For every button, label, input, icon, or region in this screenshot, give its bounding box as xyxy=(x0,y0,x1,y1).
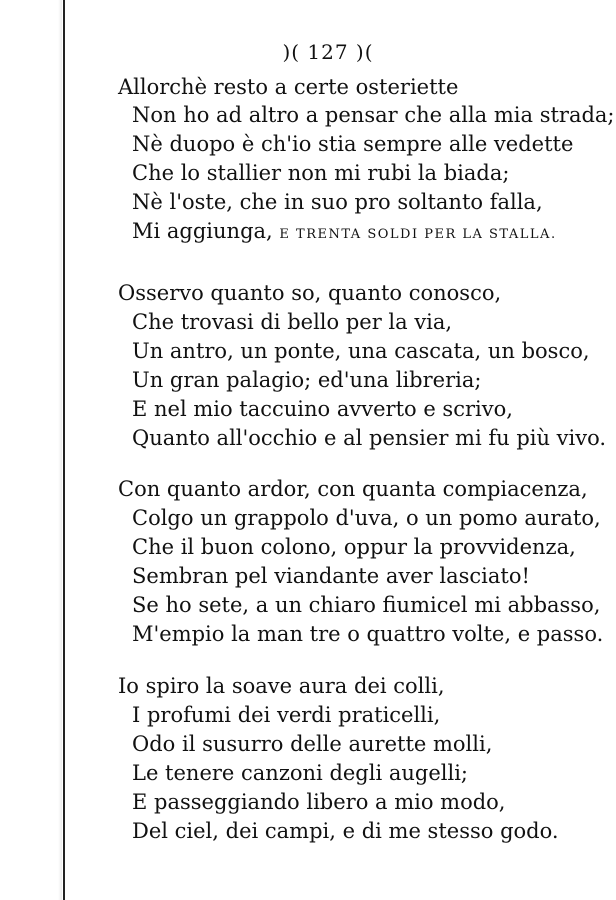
verse-line: Con quanto ardor, con quanta compiacenza, xyxy=(118,477,588,501)
verse-line: Le tenere canzoni degli augelli; xyxy=(132,761,468,785)
verse-line: Io spiro la soave aura dei colli, xyxy=(118,674,445,698)
page-gutter-line xyxy=(63,0,65,900)
verse-line: Che lo stallier non mi rubi la biada; xyxy=(132,161,510,185)
verse-line-smallcaps: E TRENTA SOLDI PER LA STALLA. xyxy=(279,227,557,242)
verse-line: Del ciel, dei campi, e di me stesso godo. xyxy=(132,819,559,843)
verse-line: Allorchè resto a certe osteriette xyxy=(118,75,459,99)
verse-line: Sembran pel viandante aver lasciato! xyxy=(132,564,530,588)
verse-line-final xyxy=(132,218,557,248)
verse-line: Colgo un grappolo d'uva, o un pomo aurato, xyxy=(132,506,601,530)
verse-line: Che il buon colono, oppur la provvidenza, xyxy=(132,535,576,559)
verse-line: Nè l'oste, che in suo pro soltanto falla, xyxy=(132,190,543,214)
verse-line: E passeggiando libero a mio modo, xyxy=(132,790,506,814)
verse-line: Nè duopo è ch'io stia sempre alle vedette xyxy=(132,132,574,156)
gutter-shadow xyxy=(58,0,62,900)
verse-line: E nel mio taccuino avverto e scrivo, xyxy=(132,397,513,421)
verse-line: Che trovasi di bello per la via, xyxy=(132,310,453,334)
verse-line: I profumi dei verdi praticelli, xyxy=(132,703,441,727)
verse-line: Osservo quanto so, quanto conosco, xyxy=(118,281,502,305)
verse-line: Non ho ad altro a pensar che alla mia strada; xyxy=(132,103,615,127)
page-number: )( 127 )( xyxy=(282,40,374,64)
verse-line: Se ho sete, a un chiaro fiumicel mi abbasso, xyxy=(132,593,601,617)
verse-line: Quanto all'occhio e al pensier mi fu più vivo. xyxy=(132,426,607,450)
verse-line-start: Mi aggiunga, xyxy=(132,219,273,243)
verse-line: Odo il susurro delle aurette molli, xyxy=(132,732,493,756)
verse-line: Un gran palagio; ed'una libreria; xyxy=(132,368,482,392)
verse-line: M'empio la man tre o quattro volte, e passo. xyxy=(132,622,604,646)
verse-line: Un antro, un ponte, una cascata, un bosco, xyxy=(132,339,590,363)
